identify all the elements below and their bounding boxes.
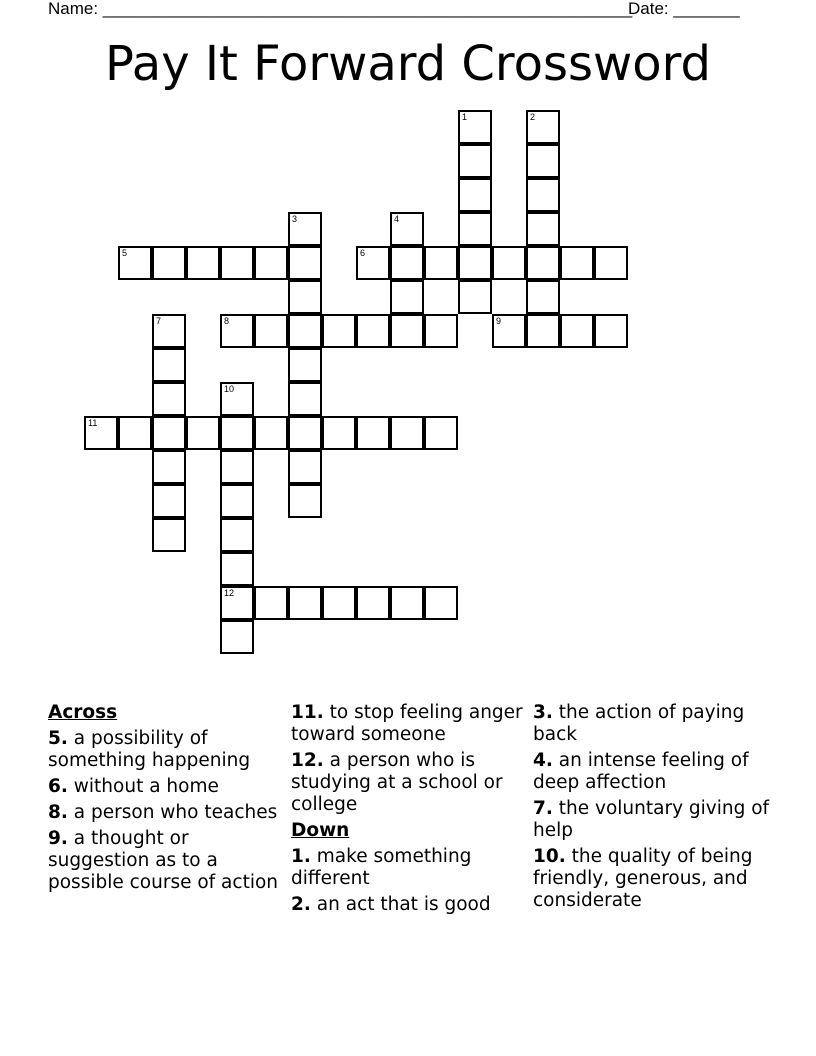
grid-cell[interactable] <box>288 586 322 620</box>
clue-number: 4. <box>533 750 553 771</box>
grid-cell[interactable] <box>424 586 458 620</box>
grid-cell[interactable] <box>526 144 560 178</box>
clue-number: 8. <box>48 802 68 823</box>
cell-number: 10 <box>224 384 235 394</box>
grid-cell[interactable] <box>288 416 322 450</box>
grid-cell[interactable] <box>118 246 152 280</box>
grid-cell[interactable] <box>492 246 526 280</box>
grid-cell[interactable] <box>424 246 458 280</box>
grid-cell[interactable] <box>390 314 424 348</box>
grid-cell[interactable] <box>356 246 390 280</box>
page-title: Pay It Forward Crossword <box>105 36 711 92</box>
clue-column-2 <box>291 702 531 920</box>
clue-column-1 <box>48 702 288 898</box>
grid-cell[interactable] <box>186 246 220 280</box>
clue-item <box>48 776 288 798</box>
cell-number: 4 <box>394 214 400 224</box>
grid-cell[interactable] <box>526 110 560 144</box>
grid-cell[interactable] <box>594 246 628 280</box>
grid-cell[interactable] <box>152 348 186 382</box>
grid-cell[interactable] <box>356 314 390 348</box>
grid-cell[interactable] <box>152 382 186 416</box>
grid-cell[interactable] <box>526 178 560 212</box>
grid-cell[interactable] <box>458 280 492 314</box>
grid-cell[interactable] <box>390 416 424 450</box>
grid-cell[interactable] <box>288 484 322 518</box>
grid-cell[interactable] <box>152 484 186 518</box>
clue-item <box>291 846 531 890</box>
clue-number: 6. <box>48 776 68 797</box>
clue-item <box>291 702 531 746</box>
clue-text: the action of paying back <box>533 702 745 745</box>
clue-text: to stop feeling anger toward someone <box>291 702 523 745</box>
grid-cell[interactable] <box>220 382 254 416</box>
grid-cell[interactable] <box>220 586 254 620</box>
clue-text: the quality of being friendly, generous, and considerate <box>533 846 753 911</box>
grid-cell[interactable] <box>390 280 424 314</box>
cell-number: 6 <box>360 248 366 258</box>
grid-cell[interactable] <box>288 314 322 348</box>
grid-cell[interactable] <box>526 280 560 314</box>
grid-cell[interactable] <box>560 246 594 280</box>
grid-cell[interactable] <box>594 314 628 348</box>
grid-cell[interactable] <box>526 314 560 348</box>
grid-cell[interactable] <box>560 314 594 348</box>
clue-number: 10. <box>533 846 566 867</box>
grid-cell[interactable] <box>322 586 356 620</box>
grid-cell[interactable] <box>458 178 492 212</box>
grid-cell[interactable] <box>220 450 254 484</box>
down-title: Down <box>291 820 350 841</box>
clue-item <box>291 750 531 816</box>
grid-cell[interactable] <box>220 416 254 450</box>
grid-cell[interactable] <box>458 246 492 280</box>
clue-number: 1. <box>291 846 311 867</box>
grid-cell[interactable] <box>288 280 322 314</box>
grid-cell[interactable] <box>220 314 254 348</box>
clue-text: make something different <box>291 846 472 889</box>
grid-cell[interactable] <box>526 212 560 246</box>
clue-text: a person who teaches <box>67 802 278 823</box>
name-field[interactable]: Name: ________________________________________________________ <box>48 0 633 18</box>
cell-number: 2 <box>530 112 536 122</box>
clue-text: without a home <box>67 776 219 797</box>
grid-cell[interactable] <box>424 314 458 348</box>
cell-number: 11 <box>88 418 98 428</box>
grid-cell[interactable] <box>152 450 186 484</box>
clue-column-3 <box>533 702 773 916</box>
grid-cell[interactable] <box>220 484 254 518</box>
clue-text: a thought or suggestion as to a possible course of action <box>48 828 279 893</box>
clue-item <box>48 828 288 894</box>
grid-cell[interactable] <box>288 212 322 246</box>
clue-number: 12. <box>291 750 324 771</box>
cell-number: 8 <box>224 316 230 326</box>
grid-cell[interactable] <box>152 314 186 348</box>
clue-text: an intense feeling of deep affection <box>533 750 749 793</box>
grid-cell[interactable] <box>254 586 288 620</box>
grid-cell[interactable] <box>84 416 118 450</box>
grid-cell[interactable] <box>288 246 322 280</box>
clue-number: 5. <box>48 728 68 749</box>
grid-cell[interactable] <box>288 348 322 382</box>
cell-number: 1 <box>462 112 468 122</box>
clue-item <box>533 750 773 794</box>
across-title: Across <box>48 702 118 723</box>
grid-cell[interactable] <box>152 246 186 280</box>
cell-number: 7 <box>156 316 162 326</box>
grid-cell[interactable] <box>220 518 254 552</box>
grid-cell[interactable] <box>220 246 254 280</box>
clue-text: the voluntary giving of help <box>533 798 770 841</box>
clue-item <box>533 702 773 746</box>
grid-cell[interactable] <box>152 518 186 552</box>
grid-cell[interactable] <box>220 620 254 654</box>
grid-cell[interactable] <box>356 416 390 450</box>
grid-cell[interactable] <box>526 246 560 280</box>
clue-item <box>291 894 531 916</box>
grid-cell[interactable] <box>458 212 492 246</box>
clue-text: a possibility of something happening <box>48 728 251 771</box>
clue-number: 9. <box>48 828 68 849</box>
grid-cell[interactable] <box>458 110 492 144</box>
clue-number: 3. <box>533 702 553 723</box>
cell-number: 5 <box>122 248 128 258</box>
grid-cell[interactable] <box>288 382 322 416</box>
clue-text: a person who is studying at a school or college <box>291 750 503 815</box>
clue-number: 7. <box>533 798 553 819</box>
grid-cell[interactable] <box>288 450 322 484</box>
grid-cell[interactable] <box>424 416 458 450</box>
clue-item <box>48 728 288 772</box>
grid-cell[interactable] <box>186 416 220 450</box>
grid-cell[interactable] <box>254 416 288 450</box>
clue-number: 2. <box>291 894 311 915</box>
grid-cell[interactable] <box>118 416 152 450</box>
date-field[interactable]: Date: _______ <box>628 0 740 18</box>
cell-number: 12 <box>224 588 235 598</box>
clue-item <box>533 798 773 842</box>
cell-number: 9 <box>496 316 502 326</box>
clue-item <box>48 802 288 824</box>
clue-text: an act that is good <box>310 894 491 915</box>
grid-cell[interactable] <box>322 416 356 450</box>
grid-cell[interactable] <box>390 586 424 620</box>
grid-cell[interactable] <box>254 246 288 280</box>
grid-cell[interactable] <box>458 144 492 178</box>
cell-number: 3 <box>292 214 298 224</box>
grid-cell[interactable] <box>322 314 356 348</box>
grid-cell[interactable] <box>152 416 186 450</box>
grid-cell[interactable] <box>356 586 390 620</box>
clue-item <box>533 846 773 912</box>
grid-cell[interactable] <box>390 246 424 280</box>
grid-cell[interactable] <box>220 552 254 586</box>
grid-cell[interactable] <box>492 314 526 348</box>
grid-cell[interactable] <box>254 314 288 348</box>
grid-cell[interactable] <box>390 212 424 246</box>
clue-number: 11. <box>291 702 324 723</box>
